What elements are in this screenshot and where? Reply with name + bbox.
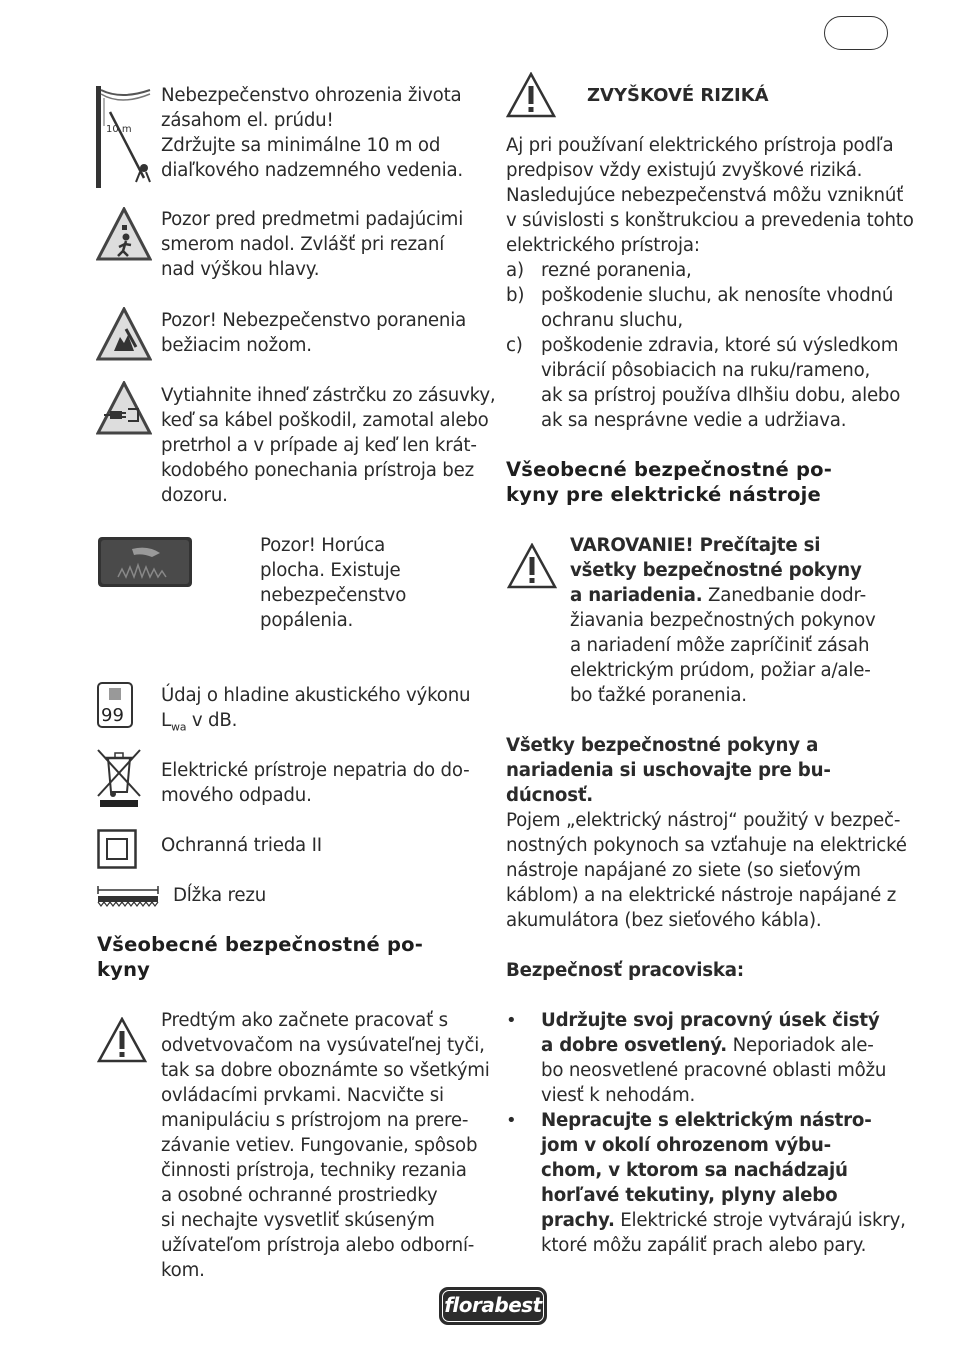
keep-instructions-heading: Všetky bezpečnostné pokyny a nariadenia si uschovajte pre bu- dúcnosť. [506,735,831,806]
warning-text: VAROVANIE! Prečítajte si všetky bezpečnostné pokyny a nariadenia. Zanedbanie dodr- žiavania bezpečnostných pokynov a nariadení môže zapríčiniť zásah elektrickým prúdom, požiar a/ale- bo ťažké poranenia. [570,535,876,706]
power-tools-safety-heading: Všeobecné bezpečnostné po- kyny pre elektrické nástroje [506,458,832,506]
falling-objects-warning-icon [96,207,152,261]
warning-triangle-icon [507,543,557,589]
unplug-warning-icon [96,381,152,435]
crossed-bin-icon [96,748,142,808]
florabest-logo [439,1287,547,1325]
sound-power-text: Údaj o hladine akustického výkonu $L_{wa}$ v dB. [161,685,471,734]
hot-surface-text: Pozor! Horúca plocha. Existuje nebezpečenstvo popálenia. [260,535,407,631]
general-safety-heading: Všeobecné bezpečnostné po- kyny [97,933,423,981]
powerline-text: Nebezpečenstvo ohrozenia života zásahom el. prúdu! Zdržujte sa minimálne 10 m od diaľkového nadzemného vedenia. [161,85,463,181]
hot-surface-icon [98,537,192,587]
falling-objects-text: Pozor pred predmetmi padajúcimi smerom nadol. Zvlášť pri rezaní nad výškou hlavy. [161,209,464,280]
unplug-text: Vytiahnite ihneď zástrčku zo zásuvky, keď sa kábel poškodil, zamotal alebo pretrhol a v prípade aj keď len krát- kodobého ponechania prístroja bez dozoru. [161,385,496,506]
workplace-safety-heading: Bezpečnosť pracoviska: [506,960,744,981]
list-item: • Udržujte svoj pracovný úsek čistý a dobre osvetlený. Neporiadok ale- bo neosvetlené pracovné oblasti môžu viesť k nehodám. [506,1010,887,1106]
blade-injury-warning-icon [96,307,152,361]
power-line-icon [96,86,152,188]
list-item: • Nepracujte s elektrickým nástro- jom v okolí ohrozenom výbu- chom, v ktorom sa nachádzajú horľavé tekutiny, plyny alebo prachy. Elektrické stroje vytvárajú iskry, ktoré môžu zapáliť prach alebo pary. [506,1110,906,1256]
cutting-length-icon [96,884,160,908]
warning-triangle-icon [97,1017,147,1063]
residual-risks-list: a) rezné poranenia, b) poškodenie sluchu, ak nenosíte vhodnú ochranu sluchu, c) poškodenie zdravia, ktoré sú výsledkom vibrácií pôsobiacich na ruku/rameno, ak sa prístroj používa dlhšiu dobu, alebo ak sa nesprávne vedie a udržiava. [506,260,901,431]
residual-risks-title: ZVYŠKOVÉ RIZIKÁ [587,85,769,106]
blade-injury-text: Pozor! Nebezpečenstvo poranenia bežiacim nožom. [161,310,467,356]
power-tool-term-text: Pojem „elektrický nástroj“ použitý v bezpeč- nostných pokynoch sa vzťahuje na elektrické nástroje napájané zo siete (so sieťovým káblom) a na elektrické nástroje napájané z akumulátora (bez sieťového kábla). [506,810,907,931]
warning-triangle-icon [506,72,556,118]
before-use-text: Predtým ako začnete pracovať s odvetvovačom na vysúvateľnej tyči, tak sa dobre oboznámte so všetkými ovládacími prvkami. Nacvičte si manipuláciu s prístrojom na prere- závanie vetiev. Fungovanie, spôsob činnosti prístroja, techniky rezania a osobné ochranné prostriedky si nechajte vysvetliť skúseným užívateľom prístroja alebo odborní- kom. [161,1010,490,1281]
cutting-length-text: Dĺžka rezu [173,885,267,906]
protection-class-ii-icon [97,829,137,869]
distance-label: 10 m [106,124,132,135]
sound-power-value: 99 [101,705,124,726]
residual-risks-intro: Aj pri používaní elektrického prístroja podľa predpisov vždy existujú zvyškové riziká. Nasledujúce nebezpečenstvá môžu vzniknúť v súvislosti s konštrukciou a prevedenia tohto elektrického prístroja: [506,135,914,256]
logo-text: florabest [444,1293,542,1317]
protection-class-text: Ochranná trieda II [161,835,322,856]
bullet: • [506,1010,517,1031]
language-badge [824,16,888,50]
weee-text: Elektrické prístroje nepatria do do- mového odpadu. [161,760,470,806]
bullet: • [506,1110,517,1131]
